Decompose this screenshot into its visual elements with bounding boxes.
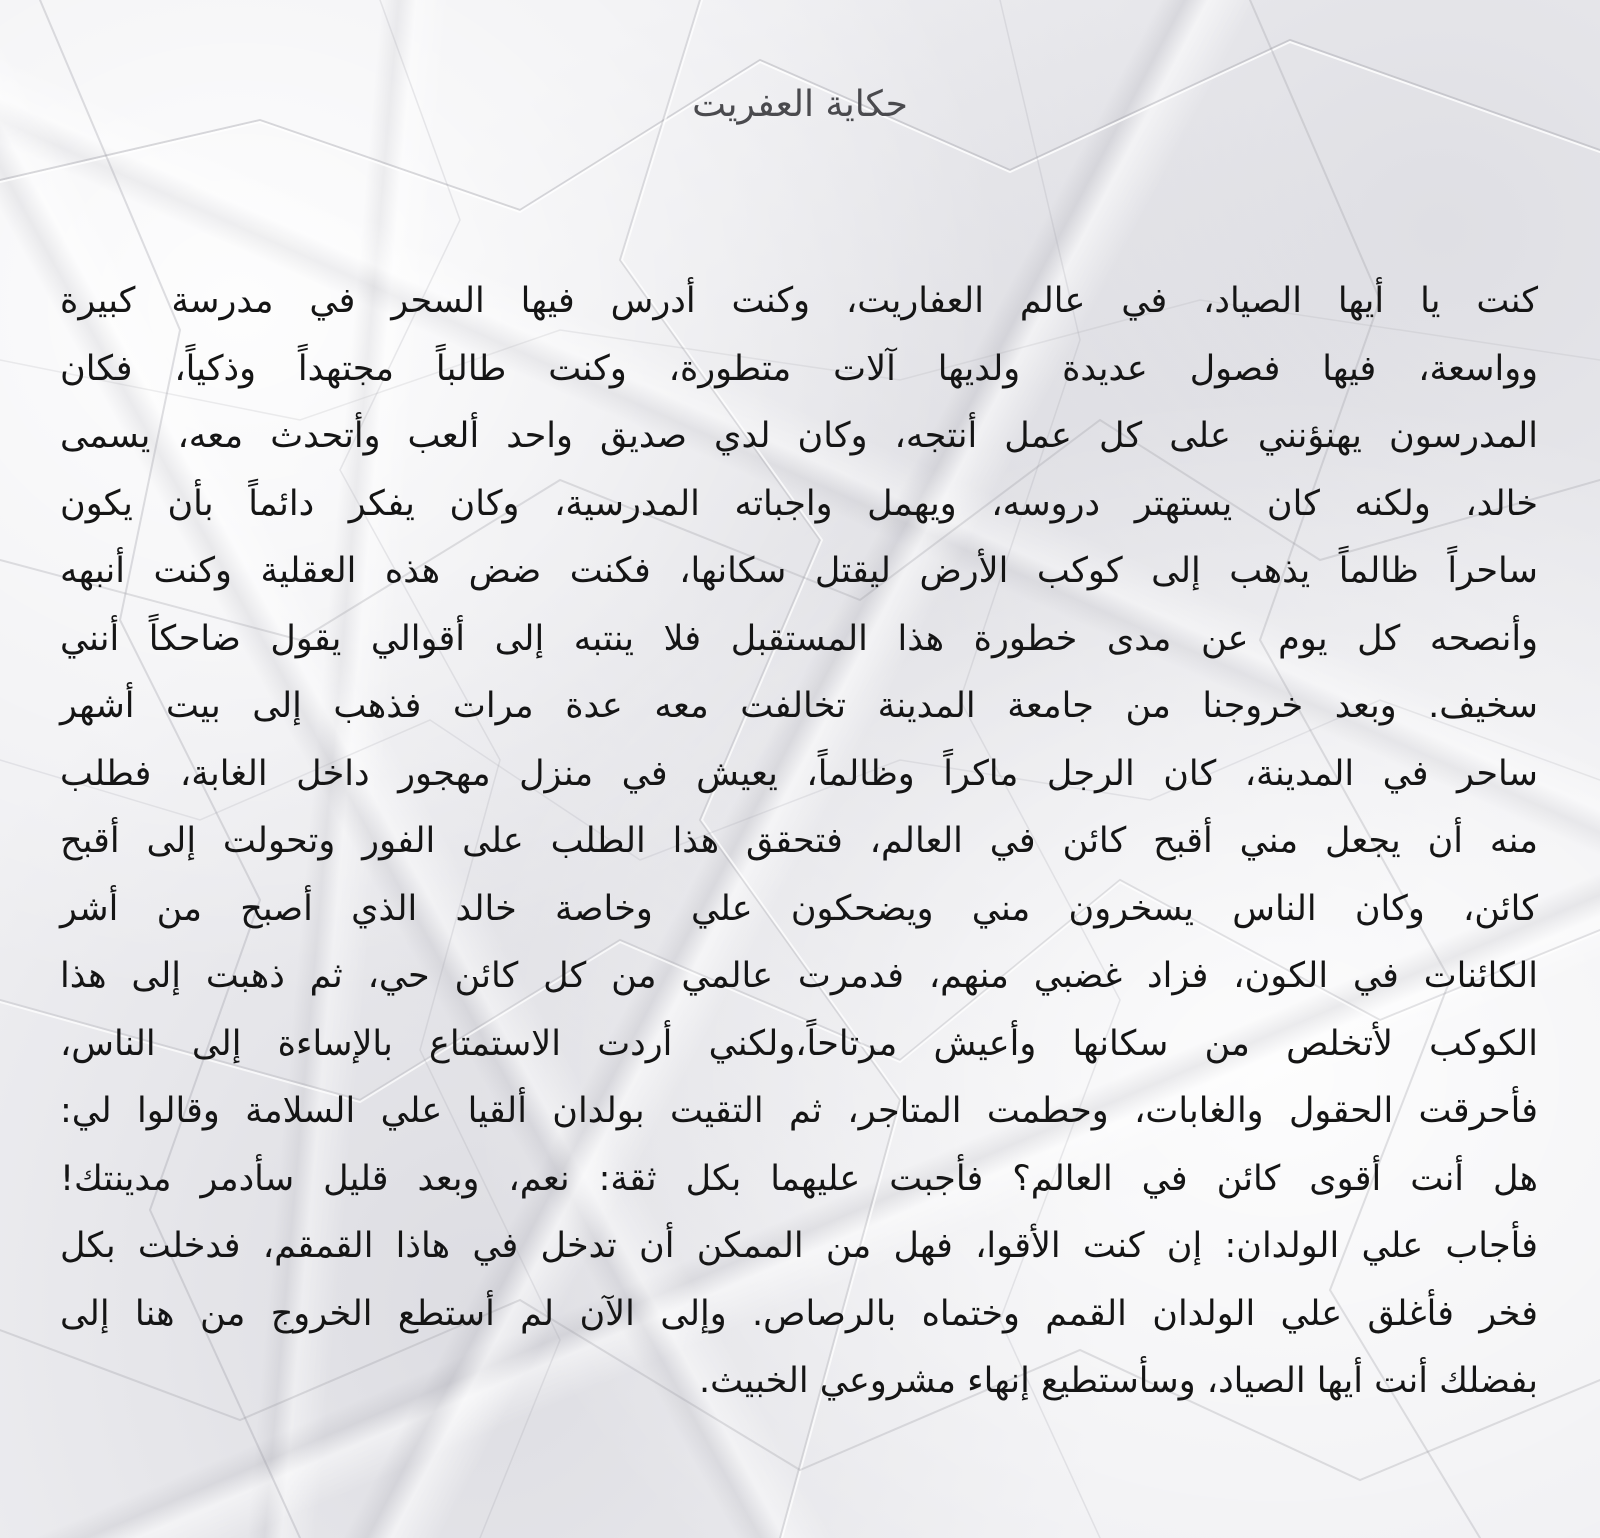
story-line: وواسعة، فيها فصول عديدة ولديها آلات متطورة، وكنت طالباً مجتهداً وذكياً، فكان xyxy=(60,348,1538,389)
story-line: فخر فأغلق علي الولدان القمم وختماه بالرصاص. وإلى الآن لم أستطع الخروج من هنا إلى xyxy=(60,1293,1538,1334)
story-line: كنت يا أيها الصياد، في عالم العفاريت، وكنت أدرس فيها السحر في مدرسة كبيرة xyxy=(60,281,1538,321)
story-line: منه أن يجعل مني أقبح كائن في العالم، فتحقق هذا الطلب على الفور وتحولت إلى أقبح xyxy=(60,821,1538,861)
story-line: فأحرقت الحقول والغابات، وحطمت المتاجر، ثم التقيت بولدان ألقيا علي السلامة وقالوا لي: xyxy=(60,1091,1538,1131)
story-line: ساحر في المدينة، كان الرجل ماكراً وظالماً، يعيش في منزل مهجور داخل الغابة، فطلب xyxy=(60,753,1538,794)
story-line: المدرسون يهنؤنني على كل عمل أنتجه، وكان لدي صديق واحد ألعب وأتحدث معه، يسمى xyxy=(60,416,1538,456)
story-line: فأجاب علي الولدان: إن كنت الأقوا، فهل من الممكن أن تدخل في هاذا القمقم، فدخلت بكل xyxy=(60,1226,1538,1266)
story-line: كائن، وكان الناس يسخرون مني ويضحكون علي وخاصة خالد الذي أصبح من أشر xyxy=(60,888,1538,929)
story-title: حكاية العفريت xyxy=(692,84,908,125)
story-line: وأنصحه كل يوم عن مدى خطورة هذا المستقبل فلا ينتبه إلى أقوالي يقول ضاحكاً أنني xyxy=(60,618,1538,659)
story-body xyxy=(60,268,1538,1416)
story-line: سخيف. وبعد خروجنا من جامعة المدينة تخالفت معه عدة مرات فذهب إلى بيت أشهر xyxy=(60,686,1538,726)
story-line: الكائنات في الكون، فزاد غضبي منهم، فدمرت عالمي من كل كائن حي، ثم ذهبت إلى هذا xyxy=(60,956,1538,996)
story-line: الكوكب لأتخلص من سكانها وأعيش مرتاحاً،ولكني أردت الاستمتاع بالإساءة إلى الناس، xyxy=(60,1023,1538,1064)
story-line: خالد، ولكنه كان يستهتر دروسه، ويهمل واجباته المدرسية، وكان يفكر دائماً بأن يكون xyxy=(60,483,1538,524)
story-line: بفضلك أنت أيها الصياد، وسأستطيع إنهاء مشروعي الخبيث. xyxy=(699,1361,1538,1401)
story-line: ساحراً ظالماً يذهب إلى كوكب الأرض ليقتل سكانها، فكنت ضض هذه العقلية وكنت أنبهه xyxy=(60,551,1538,591)
story-line: هل أنت أقوى كائن في العالم؟ فأجبت عليهما بكل ثقة: نعم، وبعد قليل سأدمر مدينتك! xyxy=(60,1158,1538,1199)
